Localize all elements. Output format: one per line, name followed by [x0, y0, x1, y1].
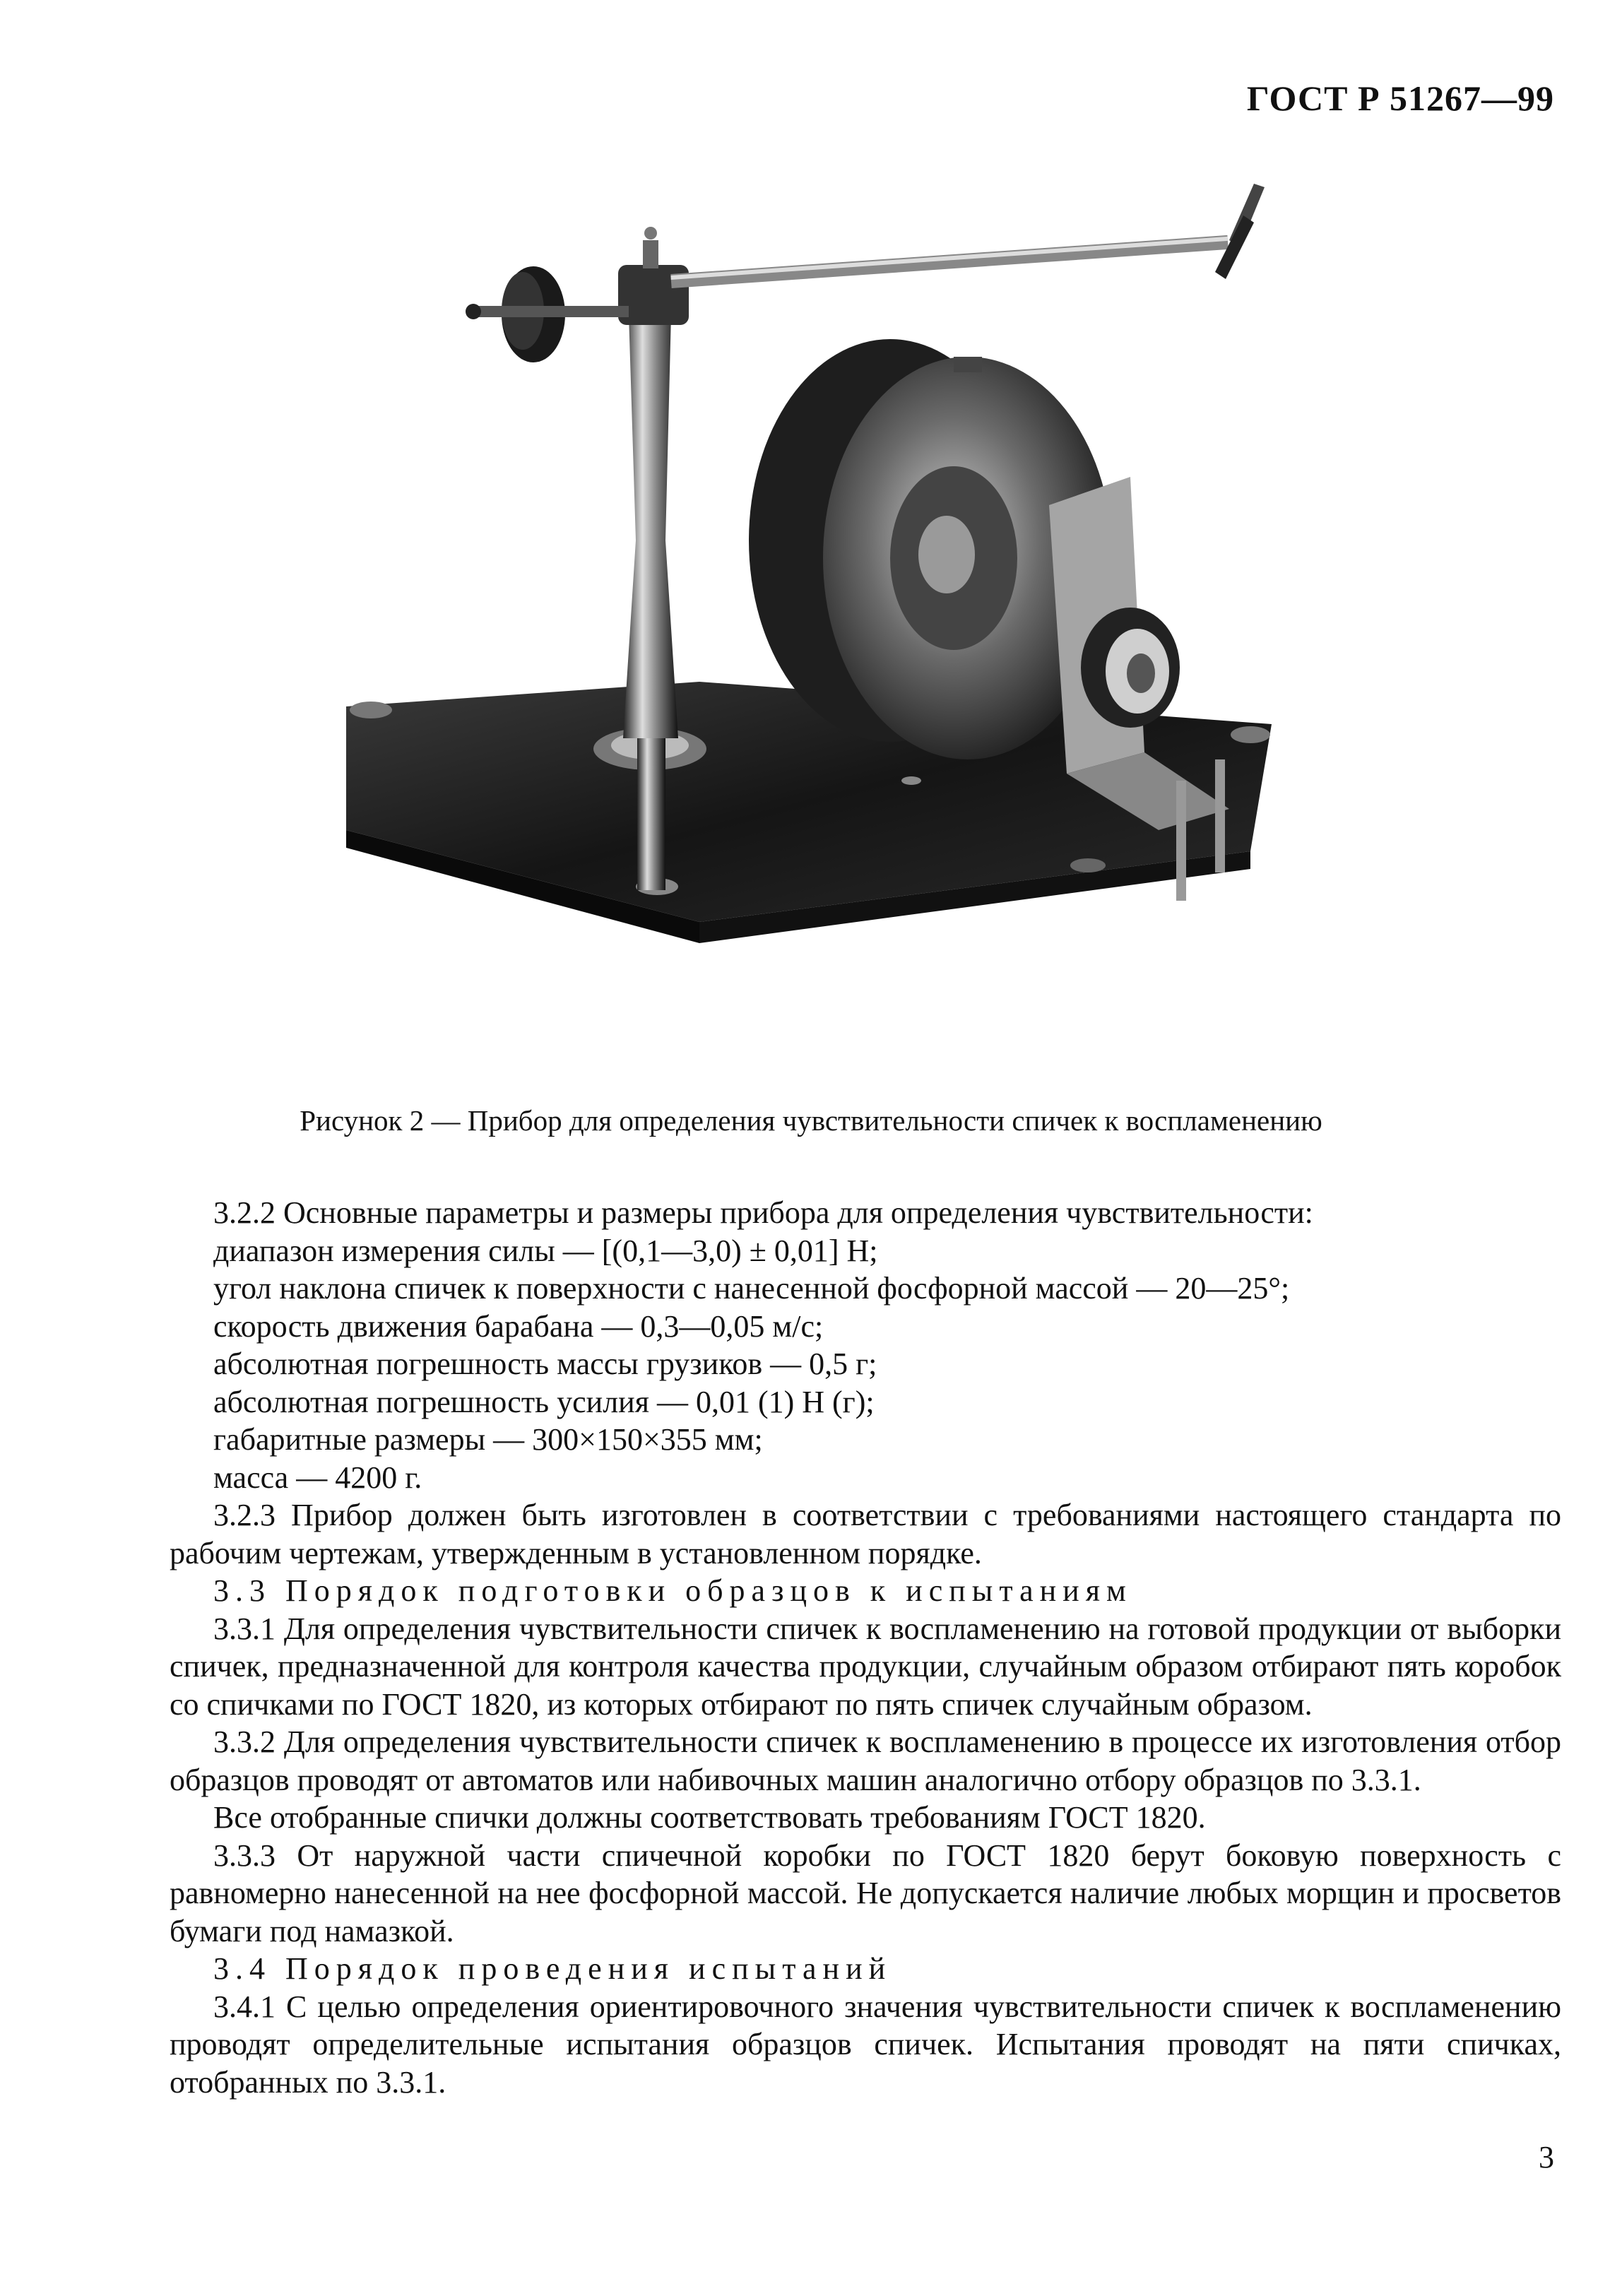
section-3-2-2-title: 3.2.2 Основные параметры и размеры прибора для определения чувствительности:: [213, 1195, 1313, 1230]
param-item: абсолютная погрешность массы грузиков — 0,5 г;: [213, 1347, 877, 1381]
paragraph-3-4-1: 3.4.1 С целью определения ориентировочного значения чувствительности спичек к воспламенению проводят определительные испытания образцов спичек. Испытания проводят на пяти спичках, отобранных по 3.3.1.: [170, 1989, 1561, 2100]
param-item: масса — 4200 г.: [213, 1460, 422, 1495]
param-item: габаритные размеры — 300×150×355 мм;: [213, 1422, 763, 1457]
match-sensitivity-apparatus-icon: [332, 173, 1314, 971]
heading-3-4: 3.4 Порядок проведения испытаний: [213, 1951, 892, 1986]
param-item: диапазон измерения силы — [(0,1—3,0) ± 0,01] Н;: [213, 1233, 878, 1268]
param-item: абсолютная погрешность усилия — 0,01 (1) Н (г);: [213, 1384, 875, 1419]
paragraph-3-3-1: 3.3.1 Для определения чувствительности спичек к воспламенению на готовой продукции от выборки спичек, предназначенной для контроля качества продукции, случайным образом отбирают пять коробок со спичками по ГОСТ 1820, из которых отбирают по пять спичек случайным образом.: [170, 1611, 1561, 1722]
document-code-header: ГОСТ Р 51267—99: [1246, 78, 1554, 118]
figure-caption: Рисунок 2 — Прибор для определения чувствительности спичек к воспламенению: [300, 1104, 1322, 1137]
paragraph-3-3-3: 3.3.3 От наружной части спичечной коробки по ГОСТ 1820 берут боковую поверхность с равномерно нанесенной на нее фосфорной массой. Не допускается наличие любых морщин и просветов бумаги под намазкой.: [170, 1838, 1561, 1948]
heading-3-3: 3.3 Порядок подготовки образцов к испытаниям: [213, 1573, 1132, 1608]
page-number: 3: [1539, 2140, 1554, 2174]
param-item: угол наклона спичек к поверхности с нанесенной фосфорной массой — 20—25°;: [213, 1271, 1290, 1306]
apparatus-photo: [332, 173, 1314, 971]
paragraph-3-3-2-continued: Все отобранные спички должны соответствовать требованиям ГОСТ 1820.: [213, 1800, 1206, 1835]
param-item: скорость движения барабана — 0,3—0,05 м/с;: [213, 1308, 824, 1344]
paragraph-3-2-3: 3.2.3 Прибор должен быть изготовлен в соответствии с требованиями настоящего стандарта по рабочим чертежам, утвержденным в установленном порядке.: [170, 1498, 1561, 1570]
document-body: [170, 1194, 1561, 2101]
paragraph-3-3-2: 3.3.2 Для определения чувствительности спичек к воспламенению в процессе их изготовления отбор образцов проводят от автоматов или набивочных машин аналогично отбору образцов по 3.3.1.: [170, 1724, 1561, 1797]
